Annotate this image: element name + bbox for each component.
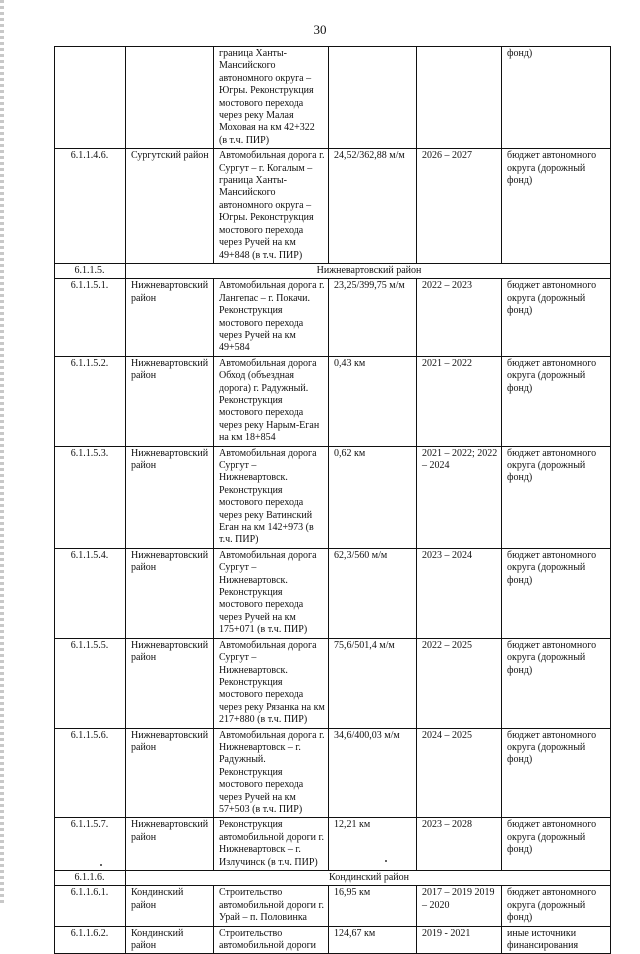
table-body [55,47,611,954]
row-number: 6.1.1.5.3. [55,446,126,548]
object-cell: Автомобильная дорога Сургут – Нижневартовск. Реконструкция мостового перехода через реку Рязанка на км 217+880 (в т.ч. ПИР) [214,638,329,728]
row-number: 6.1.1.5.2. [55,356,126,446]
object-cell: Строительство автомобильной дороги [214,926,329,954]
period-cell: 2024 – 2025 [417,728,502,818]
district-cell: Нижневартовский район [126,638,214,728]
district-cell: Сургутский район [126,149,214,264]
row-number: 6.1.1.5.1. [55,279,126,356]
object-cell: Автомобильная дорога Сургут – Нижневартовск. Реконструкция мостового перехода через Ручей на км 175+071 (в т.ч. ПИР) [214,548,329,638]
funding-source-cell: бюджет автономного округа (дорожный фонд) [502,548,611,638]
object-cell: Автомобильная дорога г. Лангепас – г. Покачи. Реконструкция мостового перехода через Ручей на км 49+584 [214,279,329,356]
capacity-cell: 34,6/400,03 м/м [329,728,417,818]
district-cell: Кондинский район [126,886,214,926]
table-row [55,149,611,264]
table-row [55,638,611,728]
object-cell: Автомобильная дорога г. Нижневартовск – г. Радужный. Реконструкция мостового перехода через Ручей на км 57+503 (в т.ч. ПИР) [214,728,329,818]
district-cell: Нижневартовский район [126,548,214,638]
object-cell: Автомобильная дорога г. Сургут – г. Когалым – граница Ханты-Мансийского автономного округа – Югры. Реконструкция мостового перехода через Ручей на км 49+848 (в т.ч. ПИР) [214,149,329,264]
capacity-cell: 16,95 км [329,886,417,926]
period-cell: 2017 – 2019 2019 – 2020 [417,886,502,926]
district-cell: Нижневартовский район [126,728,214,818]
table-row [55,818,611,871]
funding-source-cell: фонд) [502,47,611,149]
capacity-cell: 12,21 км [329,818,417,871]
table-row [55,47,611,149]
district-cell: Нижневартовский район [126,818,214,871]
district-cell: Кондинский район [126,926,214,954]
row-number: 6.1.1.5.6. [55,728,126,818]
table-row [55,728,611,818]
row-number: 6.1.1.5.7. [55,818,126,871]
period-cell: 2019 - 2021 [417,926,502,954]
row-number: 6.1.1.6. [55,871,126,886]
period-cell: 2022 – 2025 [417,638,502,728]
funding-source-cell: бюджет автономного округа (дорожный фонд) [502,818,611,871]
capacity-cell [329,47,417,149]
capacity-cell: 0,43 км [329,356,417,446]
section-row [55,871,611,886]
row-number: 6.1.1.5. [55,263,126,278]
district-cell: Нижневартовский район [126,356,214,446]
funding-source-cell: бюджет автономного округа (дорожный фонд) [502,149,611,264]
object-cell: Автомобильная дорога Обход (объездная дорога) г. Радужный. Реконструкция мостового перехода через реку Нарым-Еган на км 18+854 [214,356,329,446]
table-row [55,926,611,954]
table-row [55,548,611,638]
investment-plan-table [54,46,611,954]
district-cell [126,47,214,149]
row-number: 6.1.1.4.6. [55,149,126,264]
district-cell: Нижневартовский район [126,279,214,356]
object-cell: Автомобильная дорога Сургут – Нижневартовск. Реконструкция мостового перехода через реку Ватинский Еган на км 142+973 (в т.ч. ПИР) [214,446,329,548]
table-row [55,886,611,926]
capacity-cell: 62,3/560 м/м [329,548,417,638]
period-cell: 2023 – 2024 [417,548,502,638]
scan-speck [100,864,102,866]
capacity-cell: 75,6/501,4 м/м [329,638,417,728]
row-number: 6.1.1.6.2. [55,926,126,954]
period-cell: 2022 – 2023 [417,279,502,356]
section-title: Кондинский район [126,871,611,886]
section-row [55,263,611,278]
table-row [55,356,611,446]
table-row [55,446,611,548]
capacity-cell: 24,52/362,88 м/м [329,149,417,264]
district-cell: Нижневартовский район [126,446,214,548]
period-cell [417,47,502,149]
page-number: 30 [313,22,327,37]
scan-edge [0,0,4,905]
funding-source-cell: бюджет автономного округа (дорожный фонд) [502,886,611,926]
funding-source-cell: иные источники финансирования [502,926,611,954]
object-cell: Реконструкция автомобильной дороги г. Нижневартовск – г. Излучинск (в т.ч. ПИР) [214,818,329,871]
capacity-cell: 23,25/399,75 м/м [329,279,417,356]
period-cell: 2026 – 2027 [417,149,502,264]
row-number: 6.1.1.5.4. [55,548,126,638]
period-cell: 2021 – 2022 [417,356,502,446]
funding-source-cell: бюджет автономного округа (дорожный фонд) [502,279,611,356]
funding-source-cell: бюджет автономного округа (дорожный фонд) [502,638,611,728]
object-cell: Строительство автомобильной дороги г. Урай – п. Половинка [214,886,329,926]
object-cell: граница Ханты-Мансийского автономного округа – Югры. Реконструкция мостового перехода через реку Малая Моховая на км 42+322 (в т.ч. ПИР) [214,47,329,149]
row-number [55,47,126,149]
row-number: 6.1.1.6.1. [55,886,126,926]
scan-speck [385,860,387,862]
funding-source-cell: бюджет автономного округа (дорожный фонд) [502,446,611,548]
period-cell: 2023 – 2028 [417,818,502,871]
period-cell: 2021 – 2022; 2022 – 2024 [417,446,502,548]
capacity-cell: 0,62 км [329,446,417,548]
table-row [55,279,611,356]
funding-source-cell: бюджет автономного округа (дорожный фонд) [502,728,611,818]
funding-source-cell: бюджет автономного округа (дорожный фонд) [502,356,611,446]
section-title: Нижневартовский район [126,263,611,278]
capacity-cell: 124,67 км [329,926,417,954]
row-number: 6.1.1.5.5. [55,638,126,728]
